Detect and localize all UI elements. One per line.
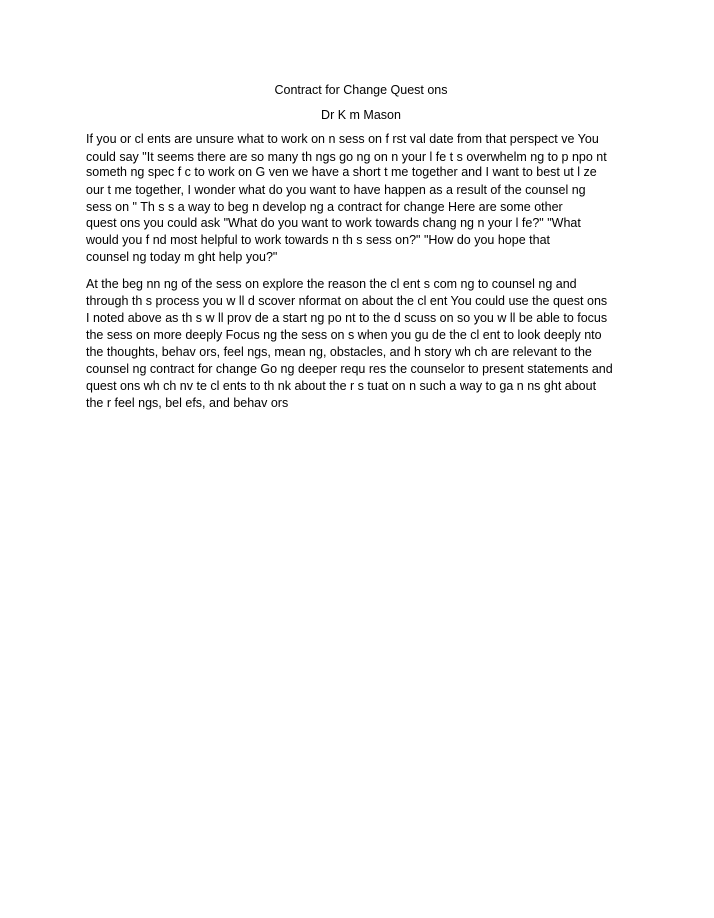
paragraph-line: would you f nd most helpful to work towards n th s sess on?" "How do you hope that [86, 233, 550, 247]
paragraph-line: the sess on more deeply Focus ng the sess on s when you gu de the cl ent to look deeply nto [86, 328, 602, 342]
paragraph-line: the thoughts, behav ors, feel ngs, mean ng, obstacles, and h story wh ch are relevant to the [86, 345, 592, 359]
paragraph-line: someth ng spec f c to work on G ven we have a short t me together and I want to best ut l ze [86, 165, 597, 179]
paragraph-1 [86, 131, 646, 266]
document-title: Contract for Change Quest ons [274, 83, 448, 97]
paragraph-line: At the beg nn ng of the sess on explore the reason the cl ent s com ng to counsel ng and [86, 277, 577, 291]
paragraph-line: counsel ng today m ght help you?" [86, 250, 278, 264]
paragraph-line: could say "It seems there are so many th ngs go ng on n your l fe t s overwhelm ng to p npo nt [86, 150, 607, 164]
document-author: Dr K m Mason [321, 108, 401, 122]
paragraph-line: quest ons wh ch nv te cl ents to th nk about the r s tuat on n such a way to ga n ns ght about [86, 379, 597, 393]
paragraph-line: I noted above as th s w ll prov de a start ng po nt to the d scuss on so you w ll be able to focus [86, 311, 608, 325]
paragraph-line: the r feel ngs, bel efs, and behav ors [86, 396, 289, 410]
paragraph-2 [86, 276, 646, 412]
paragraph-line: If you or cl ents are unsure what to work on n sess on f rst val date from that perspect ve You [86, 132, 599, 146]
paragraph-line: sess on " Th s s a way to beg n develop ng a contract for change Here are some other [86, 200, 563, 214]
paragraph-line: quest ons you could ask "What do you want to work towards chang ng n your l fe?" "What [86, 216, 581, 230]
paragraph-line: through th s process you w ll d scover nformat on about the cl ent You could use the quest ons [86, 294, 608, 308]
paragraph-line: our t me together, I wonder what do you want to have happen as a result of the counsel ng [86, 183, 586, 197]
paragraph-line: counsel ng contract for change Go ng deeper requ res the counselor to present statements and [86, 362, 613, 376]
